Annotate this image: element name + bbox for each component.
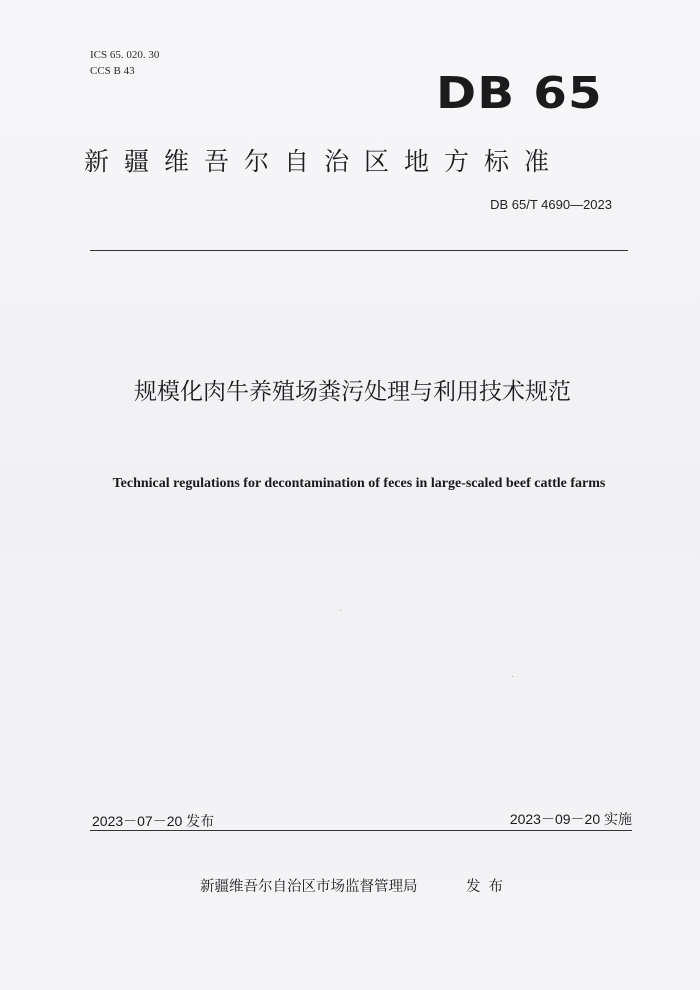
implementation-date: 2023－09－20 实施 [509,811,632,827]
db-logo: DB 65 [436,68,603,119]
standard-number: DB 65/T 4690—2023 [490,197,612,212]
header-divider [90,250,628,251]
scan-speck [512,676,513,677]
classification-codes [90,47,159,79]
chinese-title: 规模化肉牛养殖场粪污处理与利用技术规范 [134,379,571,405]
issue-date: 2023－07－20 发布 [92,813,215,829]
scan-speck [340,610,341,611]
publisher-name: 新疆维吾尔自治区市场监督管理局 [200,879,418,895]
standard-class-title: 新疆维吾尔自治区地方标准 [84,147,565,176]
publish-label: 发布 [466,879,511,895]
ccs-code: CCS B 43 [90,65,135,77]
footer-divider [90,830,632,831]
english-title: Technical regulations for decontamination of feces in large-scaled beef cattle farms [112,476,606,491]
ics-code: ICS 65. 020. 30 [90,49,160,61]
